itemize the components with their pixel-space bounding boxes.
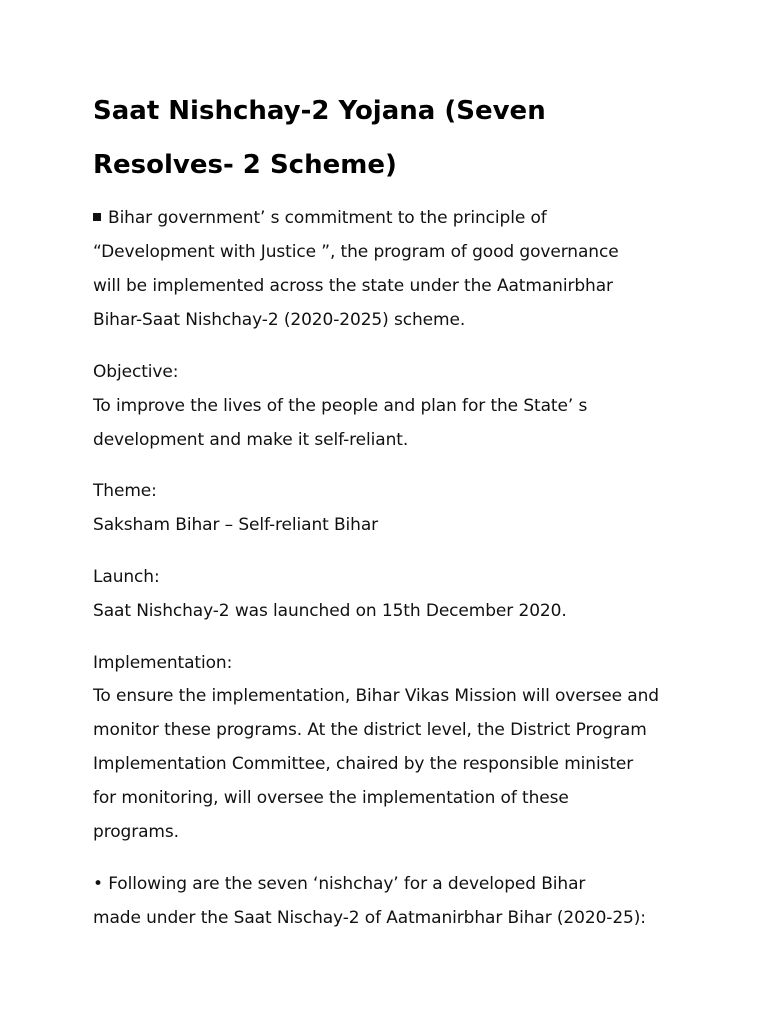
- theme-text: Saksham Bihar – Self-reliant Bihar: [93, 515, 379, 535]
- implementation-line-1: To ensure the implementation, Bihar Vikas Mission will oversee and: [93, 686, 659, 706]
- seven-nishchay-line-1: • Following are the seven ‘nishchay’ for a developed Bihar: [93, 874, 586, 894]
- square-bullet-icon: [93, 213, 101, 221]
- launch-heading: Launch:: [93, 567, 160, 587]
- implementation-line-2: monitor these programs. At the district level, the District Program: [93, 720, 647, 740]
- objective-line-1: To improve the lives of the people and plan for the State’ s: [93, 396, 588, 416]
- intro-line-1: Bihar government’ s commitment to the principle of: [93, 210, 547, 227]
- intro-line-4: Bihar-Saat Nishchay-2 (2020-2025) scheme.: [93, 310, 466, 330]
- implementation-heading: Implementation:: [93, 653, 233, 673]
- implementation-line-4: for monitoring, will oversee the implementation of these: [93, 788, 569, 808]
- page-title-line-2: Resolves- 2 Scheme): [93, 150, 397, 180]
- objective-line-2: development and make it self-reliant.: [93, 430, 409, 450]
- page-title-line-1: Saat Nishchay-2 Yojana (Seven: [93, 96, 546, 126]
- theme-heading: Theme:: [93, 481, 157, 501]
- intro-line-2: “Development with Justice ”, the program of good governance: [93, 242, 619, 262]
- launch-text: Saat Nishchay-2 was launched on 15th December 2020.: [93, 601, 567, 621]
- intro-line-3: will be implemented across the state under the Aatmanirbhar: [93, 276, 613, 296]
- seven-nishchay-line-2: made under the Saat Nischay-2 of Aatmanirbhar Bihar (2020-25):: [93, 908, 646, 928]
- implementation-line-3: Implementation Committee, chaired by the responsible minister: [93, 754, 634, 774]
- implementation-line-5: programs.: [93, 822, 179, 842]
- objective-heading: Objective:: [93, 362, 179, 382]
